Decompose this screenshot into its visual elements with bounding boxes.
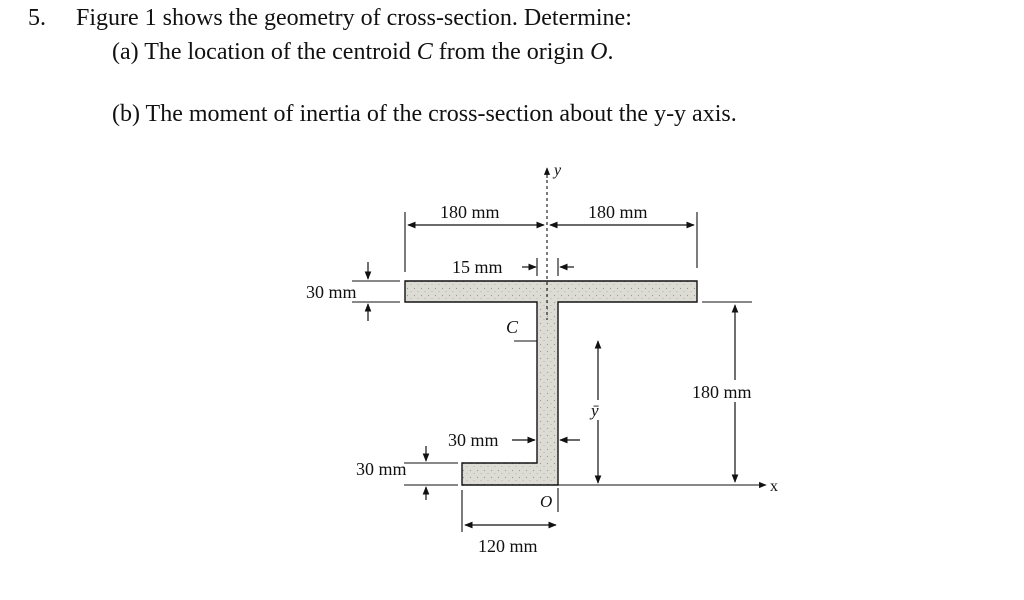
cross-section-shape [405,281,697,485]
overall-height-label: 180 mm [692,382,752,402]
top-flange-thickness-label: 30 mm [306,282,357,302]
top-right-width-label: 180 mm [588,202,648,222]
x-axis [558,478,778,495]
question-intro: Figure 1 shows the geometry of cross-section. Determine: [76,5,632,31]
origin-label: O [540,492,553,511]
web-half-thickness-label: 15 mm [452,257,503,277]
centroid-marker [506,317,537,341]
x-axis-label: x [770,478,778,495]
part-a-prefix: (a) The location of the centroid [112,39,417,65]
y-axis-label: y [554,162,562,179]
top-flange-thickness-dimension [306,262,400,321]
web-half-thickness-dimension [452,257,574,277]
bottom-flange-thickness-label: 30 mm [356,459,407,479]
web-thickness-dimension [448,430,580,450]
centroid-label: C [506,317,519,337]
top-left-width-label: 180 mm [440,202,500,222]
bottom-flange-width-label: 120 mm [478,536,538,556]
question-part-b: (b) The moment of inertia of the cross-section about the y-y axis. [112,101,737,127]
overall-height-dimension [692,302,752,482]
question-number: 5. [28,5,46,31]
top-width-dimension [405,202,697,272]
part-a-middle: from the origin [432,39,591,65]
web-thickness-label: 30 mm [448,430,499,450]
centroid-symbol: C [416,39,433,65]
part-a-suffix: . [607,39,614,65]
ybar-dimension [589,341,599,483]
origin-marker [540,488,558,512]
ybar-label: ȳ [591,401,599,420]
bottom-flange-thickness-dimension [356,446,458,500]
origin-symbol: O [590,39,608,65]
